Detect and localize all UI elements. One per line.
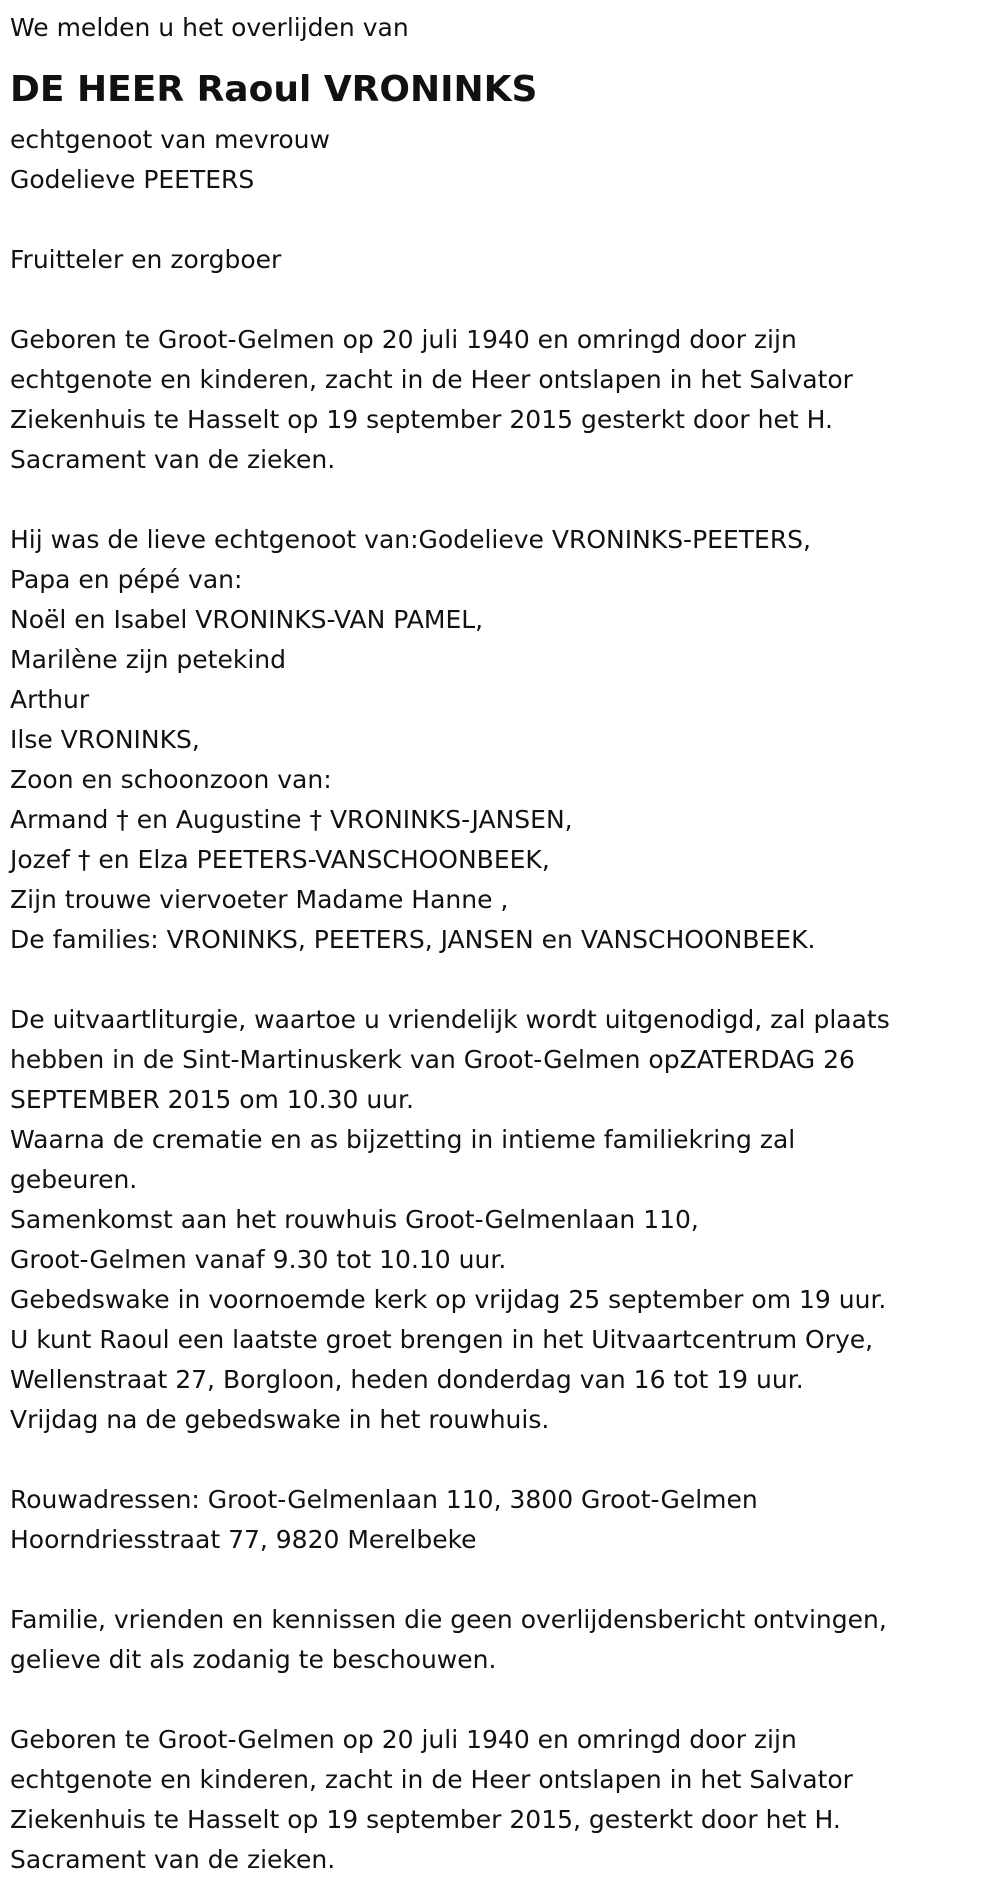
family-line: Zijn trouwe viervoeter Madame Hanne , xyxy=(10,885,509,914)
spouse-line: Godelieve PEETERS xyxy=(10,165,255,194)
family-line: Ilse VRONINKS, xyxy=(10,725,200,754)
ceremony-line: SEPTEMBER 2015 om 10.30 uur. xyxy=(10,1085,414,1114)
family-line: Marilène zijn petekind xyxy=(10,645,286,674)
ceremony-line: Groot-Gelmen vanaf 9.30 tot 10.10 uur. xyxy=(10,1245,507,1274)
family-line: Armand † en Augustine † VRONINKS-JANSEN, xyxy=(10,805,573,834)
spacer xyxy=(10,280,990,320)
paragraph-line: echtgenote en kinderen, zacht in de Heer ontslapen in het Salvator xyxy=(10,365,853,394)
spacer xyxy=(10,200,990,240)
family-line: Papa en pépé van: xyxy=(10,565,243,594)
spacer xyxy=(10,1440,990,1480)
paragraph-line: Ziekenhuis te Hasselt op 19 september 2015, gesterkt door het H. xyxy=(10,1805,841,1834)
family-section xyxy=(10,520,990,960)
spouse-section xyxy=(10,120,990,200)
ceremony-line: Wellenstraat 27, Borgloon, heden donderdag van 16 tot 19 uur. xyxy=(10,1365,804,1394)
spacer xyxy=(10,480,990,520)
ceremony-line: Gebedswake in voornoemde kerk op vrijdag 25 september om 19 uur. xyxy=(10,1285,887,1314)
paragraph-line: echtgenote en kinderen, zacht in de Heer ontslapen in het Salvator xyxy=(10,1765,853,1794)
spacer xyxy=(10,960,990,1000)
address-section xyxy=(10,1480,990,1560)
paragraph-line: Sacrament van de zieken. xyxy=(10,1845,336,1874)
paragraph-line: Sacrament van de zieken. xyxy=(10,445,336,474)
address-line: Rouwadressen: Groot-Gelmenlaan 110, 3800 Groot-Gelmen xyxy=(10,1485,758,1514)
family-line: Arthur xyxy=(10,685,90,714)
notice-line: Familie, vrienden en kennissen die geen overlijdensbericht ontvingen, xyxy=(10,1605,887,1634)
deceased-name-title: DE HEER Raoul VRONINKS xyxy=(10,69,538,110)
notice-line: gelieve dit als zodanig te beschouwen. xyxy=(10,1645,497,1674)
ceremony-section xyxy=(10,1000,990,1440)
birth-death-paragraph-repeat xyxy=(10,1720,990,1880)
ceremony-line: gebeuren. xyxy=(10,1165,138,1194)
paragraph-line: Geboren te Groot-Gelmen op 20 juli 1940 en omringd door zijn xyxy=(10,1725,797,1754)
ceremony-line: hebben in de Sint-Martinuskerk van Groot-Gelmen opZATERDAG 26 xyxy=(10,1045,855,1074)
profession-text: Fruitteler en zorgboer xyxy=(10,245,282,274)
intro-text: We melden u het overlijden van xyxy=(10,13,409,42)
ceremony-line: Waarna de crematie en as bijzetting in intieme familiekring zal xyxy=(10,1125,796,1154)
ceremony-line: Vrijdag na de gebedswake in het rouwhuis. xyxy=(10,1405,550,1434)
ceremony-line: Samenkomst aan het rouwhuis Groot-Gelmenlaan 110, xyxy=(10,1205,699,1234)
family-line: Hij was de lieve echtgenoot van:Godelieve VRONINKS-PEETERS, xyxy=(10,525,812,554)
paragraph-line: Geboren te Groot-Gelmen op 20 juli 1940 en omringd door zijn xyxy=(10,325,797,354)
ceremony-line: U kunt Raoul een laatste groet brengen in het Uitvaartcentrum Orye, xyxy=(10,1325,874,1354)
spacer xyxy=(10,1560,990,1600)
ceremony-line: De uitvaartliturgie, waartoe u vriendelijk wordt uitgenodigd, zal plaats xyxy=(10,1005,890,1034)
family-line: Noël en Isabel VRONINKS-VAN PAMEL, xyxy=(10,605,484,634)
address-line: Hoorndriesstraat 77, 9820 Merelbeke xyxy=(10,1525,477,1554)
family-line: Zoon en schoonzoon van: xyxy=(10,765,332,794)
spouse-line: echtgenoot van mevrouw xyxy=(10,125,330,154)
family-line: Jozef † en Elza PEETERS-VANSCHOONBEEK, xyxy=(10,845,550,874)
birth-death-paragraph xyxy=(10,320,990,480)
paragraph-line: Ziekenhuis te Hasselt op 19 september 2015 gesterkt door het H. xyxy=(10,405,833,434)
spacer xyxy=(10,1680,990,1720)
family-line: De families: VRONINKS, PEETERS, JANSEN en VANSCHOONBEEK. xyxy=(10,925,816,954)
notice-section xyxy=(10,1600,990,1680)
